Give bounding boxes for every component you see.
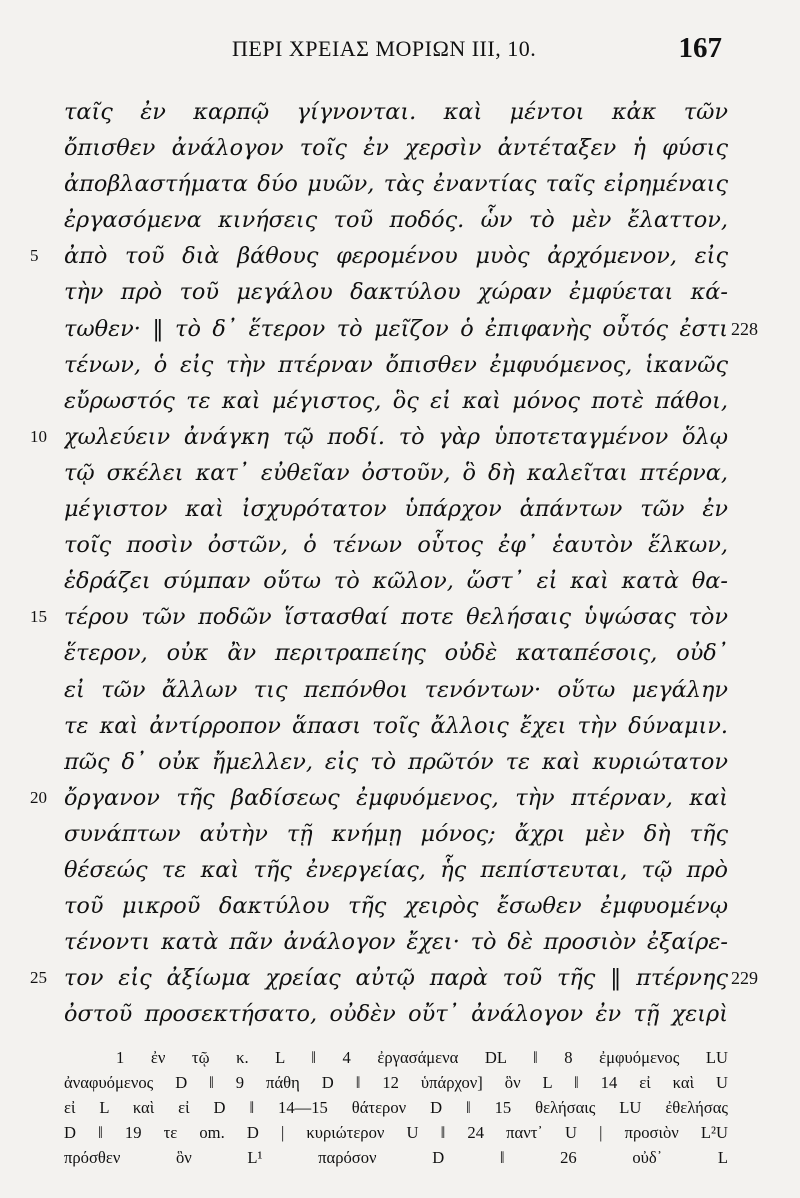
text-line: [0, 744, 800, 780]
line-number: 15: [30, 607, 47, 627]
line-text: εὔρωστός τε καὶ μέγιστος, ὃς εἰ καὶ μόνος ποτὲ πάθοι,: [64, 387, 728, 414]
apparatus-line: πρόσθεν ὃν L¹ παρόσον D ‖ 26 οὐδ᾽ L: [64, 1148, 728, 1167]
line-text: ὄργανον τῆς βαδίσεως ἐμφυόμενος, τὴν πτέρναν, καὶ: [64, 784, 728, 811]
text-line: [0, 455, 800, 491]
text-line: [0, 852, 800, 888]
margin-page-reference: 229: [731, 968, 758, 989]
apparatus-line: D ‖ 19 τε om. D | κυριώτερον U ‖ 24 παντ᾽ U | προσιὸν L²U: [64, 1123, 728, 1142]
text-line: [0, 599, 800, 635]
running-head: [0, 32, 800, 68]
line-text: τένοντι κατὰ πᾶν ἀνάλογον ἔχει· τὸ δὲ προσιὸν ἐξαίρε-: [64, 929, 728, 956]
text-line: [0, 780, 800, 816]
text-line: [0, 816, 800, 852]
line-text: ἀπὸ τοῦ διὰ βάθους φερομένου μυὸς ἀρχόμενον, εἰς: [64, 243, 728, 270]
line-text: τε καὶ ἀντίρροπον ἅπασι τοῖς ἄλλοις ἔχει τὴν δύναμιν.: [64, 712, 728, 739]
line-number: 10: [30, 426, 47, 446]
apparatus-line: ἀναφυόμενος D ‖ 9 πάθη D ‖ 12 ὑπάρχον] ὃν L ‖ 14 εἰ καὶ U: [64, 1073, 728, 1092]
page-number: 167: [678, 32, 722, 64]
critical-apparatus: [64, 1045, 728, 1170]
text-line: [0, 563, 800, 599]
text-line: [0, 311, 800, 347]
text-line: [0, 888, 800, 924]
text-line: [0, 166, 800, 202]
line-text: ἐργασόμενα κινήσεις τοῦ ποδός. ὧν τὸ μὲν ἔλαττον,: [64, 207, 728, 234]
apparatus-line: εἰ L καὶ εἰ D ‖ 14—15 θάτερον D ‖ 15 θελήσαις LU ἐθελήσας: [64, 1098, 728, 1117]
line-text: τένων, ὁ εἰς τὴν πτέρναν ὄπισθεν ἐμφυόμενος, ἱκανῶς: [64, 351, 728, 378]
text-line: [0, 672, 800, 708]
line-text: τωθεν· ‖ τὸ δ᾽ ἕτερον τὸ μεῖζον ὁ ἐπιφανὴς οὗτός ἐστι: [64, 315, 728, 342]
line-number: 25: [30, 968, 47, 988]
text-line: [0, 527, 800, 563]
line-text: μέγιστον καὶ ἰσχυρότατον ὑπάρχον ἁπάντων τῶν ἐν: [64, 496, 728, 523]
line-number: 20: [30, 787, 47, 807]
line-text: ταῖς ἐν καρπῷ γίγνονται. καὶ μέντοι κἀκ τῶν: [64, 99, 728, 125]
line-text: τον εἰς ἀξίωμα χρείας αὐτῷ παρὰ τοῦ τῆς ‖ πτέρνης: [64, 965, 728, 992]
text-line: [0, 924, 800, 960]
text-line: [0, 635, 800, 671]
line-text: χωλεύειν ἀνάγκη τῷ ποδί. τὸ γὰρ ὑποτεταγμένον ὅλῳ: [64, 423, 728, 450]
line-text: ἑδράζει σύμπαν οὕτω τὸ κῶλον, ὥστ᾽ εἰ καὶ κατὰ θα-: [64, 568, 728, 595]
text-line: [0, 347, 800, 383]
text-line: [0, 130, 800, 166]
text-line: [0, 960, 800, 996]
text-line: [0, 94, 800, 130]
line-text: ἀποβλαστήματα δύο μυῶν, τὰς ἐναντίας ταῖς εἰρημέναις: [64, 171, 728, 198]
line-text: ἕτερον, οὐκ ἂν περιτραπείης οὐδὲ καταπέσοις, οὐδ᾽: [64, 640, 728, 667]
main-text: [0, 94, 800, 1032]
line-text: θέσεώς τε καὶ τῆς ἐνεργείας, ἧς πεπίστευται, τῷ πρὸ: [64, 856, 728, 883]
running-head-title: ΠΕΡΙ ΧΡΕΙΑΣ ΜΟΡΙΩΝ III, 10.: [232, 36, 537, 61]
line-text: τῷ σκέλει κατ᾽ εὐθεῖαν ὀστοῦν, ὃ δὴ καλεῖται πτέρνα,: [64, 459, 728, 486]
text-line: [0, 383, 800, 419]
line-text: τοῖς ποσὶν ὀστῶν, ὁ τένων οὗτος ἐφ᾽ ἑαυτὸν ἕλκων,: [64, 532, 728, 559]
line-number: 5: [30, 246, 39, 266]
line-text: συνάπτων αὐτὴν τῇ κνήμῃ μόνος; ἄχρι μὲν δὴ τῆς: [64, 820, 728, 847]
text-line: [0, 274, 800, 310]
line-text: ὄπισθεν ἀνάλογον τοῖς ἐν χερσὶν ἀντέταξεν ἡ φύσις: [64, 135, 728, 162]
text-line: [0, 996, 800, 1032]
line-text: εἰ τῶν ἄλλων τις πεπόνθοι τενόντων· οὕτω μεγάλην: [64, 676, 728, 703]
text-line: [0, 419, 800, 455]
line-text: τέρου τῶν ποδῶν ἵστασθαί ποτε θελήσαις ὑψώσας τὸν: [64, 604, 728, 631]
text-line: [0, 238, 800, 274]
line-text: τοῦ μικροῦ δακτύλου τῆς χειρὸς ἔσωθεν ἐμφυομένῳ: [64, 893, 728, 920]
text-line: [0, 202, 800, 238]
text-line: [0, 708, 800, 744]
apparatus-line: 1 ἐν τῷ κ. L ‖ 4 ἐργασάμενα DL ‖ 8 ἐμφυόμενος LU: [116, 1048, 728, 1067]
line-text: ὀστοῦ προσεκτήσατο, οὐδὲν οὔτ᾽ ἀνάλογον ἐν τῇ χειρὶ: [64, 1001, 728, 1028]
line-text: τὴν πρὸ τοῦ μεγάλου δακτύλου χώραν ἐμφύεται κά-: [64, 279, 728, 306]
line-text: πῶς δ᾽ οὐκ ἤμελλεν, εἰς τὸ πρῶτόν τε καὶ κυριώτατον: [64, 748, 728, 775]
text-line: [0, 491, 800, 527]
margin-page-reference: 228: [731, 318, 758, 339]
